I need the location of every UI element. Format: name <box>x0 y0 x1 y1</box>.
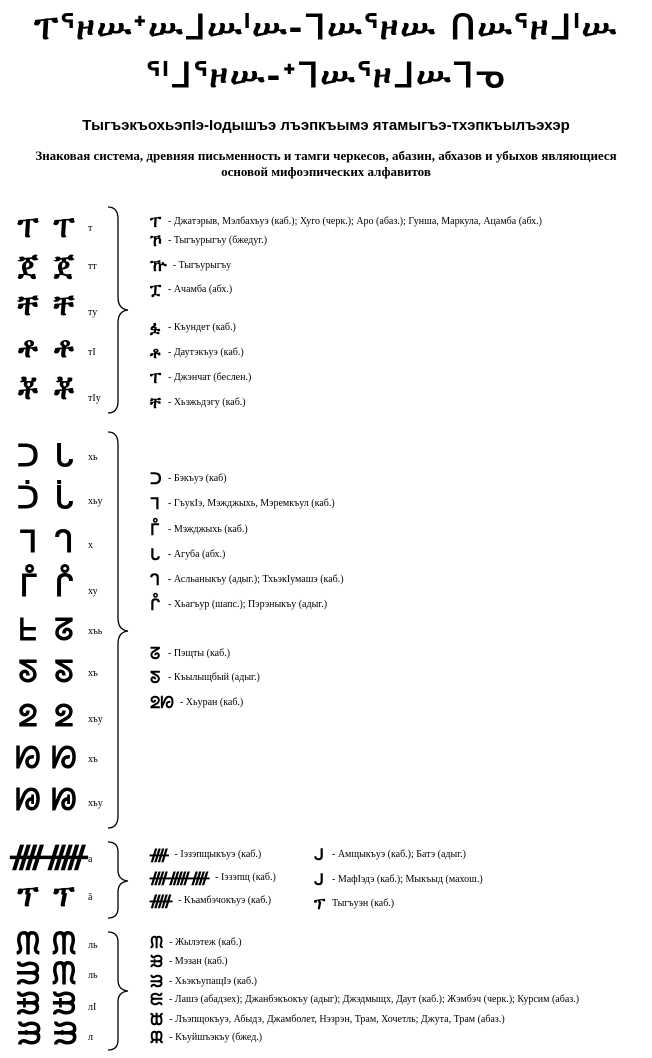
glyph-right: ᚏ <box>46 839 88 874</box>
translit-label: хъ <box>88 668 98 679</box>
tamga-icon: ᘖᘗ <box>150 693 174 712</box>
entry-text: - Бэкъуэ (каб) <box>168 473 227 484</box>
translit-label: ль <box>88 940 98 951</box>
tamga-entry <box>150 845 262 864</box>
tamga-icon: ኾ <box>150 231 162 250</box>
glyph-right: ቾ <box>54 372 74 407</box>
tamga-entry <box>150 231 268 250</box>
translit-label: тт <box>88 261 97 272</box>
glyph-left: ቸ <box>17 288 39 323</box>
tamga-entry <box>150 891 272 910</box>
curly-brace <box>104 840 132 920</box>
glyph-right: ቶ <box>54 330 74 365</box>
tamga-entry <box>314 894 395 913</box>
glyph-right: ቸ <box>53 288 75 323</box>
glyph-right: ፕ <box>53 879 75 914</box>
glyph-left: ᘕ <box>18 655 38 690</box>
tamga-icon: ቸ <box>150 393 161 412</box>
glyph-right: ᘗ <box>51 741 77 776</box>
tamga-icon: ᙓ <box>150 990 163 1009</box>
entry-text: - Даутэкъуэ (каб.) <box>168 347 244 358</box>
entry-text: - Iэзэпщ (каб.) <box>215 872 276 883</box>
glyph-left: ᙏ <box>15 927 41 962</box>
tamga-icon: ዅ <box>150 256 167 275</box>
glyph-left: ᒣ <box>18 525 38 560</box>
tamga-icon: ፏ <box>150 318 161 337</box>
section-a <box>0 840 652 920</box>
tamga-entry <box>150 494 335 513</box>
tamga-entry <box>150 1028 263 1047</box>
glyph-left: ቶ <box>18 330 38 365</box>
glyph-left: ᙑ <box>15 987 41 1022</box>
tamga-icon: ᚏ <box>150 891 173 910</box>
glyph-right: ᘔ <box>54 613 74 648</box>
tamga-icon: ᑐ <box>150 469 162 488</box>
tamga-icon: ᙑ <box>150 952 163 971</box>
tamga-icon: ᘕ <box>150 668 161 687</box>
tamga-entry <box>150 868 276 887</box>
glyph-right: ᒊ <box>54 569 74 604</box>
tamga-entry <box>150 570 344 589</box>
glyph-left: ፐ <box>17 210 39 245</box>
glyph-left: ᖶ <box>19 613 37 648</box>
entry-text: - Ачамба (абх.) <box>168 284 233 295</box>
translit-label: л <box>88 1032 93 1043</box>
entry-text: - ГъукIэ, Мэжджыхь, Мэремкъул (каб.) <box>168 498 335 509</box>
tamga-entry <box>150 343 244 362</box>
tamga-icon: ፕ <box>314 894 326 913</box>
entry-text: - Тыгъурыгъу (бжедуг.) <box>168 235 268 246</box>
entry-text: - Пэщты (каб.) <box>168 648 231 659</box>
translit-label: а <box>88 854 93 865</box>
translit-label: ху <box>88 586 98 597</box>
tamga-icon: ᚎᚏᚎ <box>150 868 210 887</box>
glyph-right: ᙏ <box>51 927 77 962</box>
entry-text: - Мэжджыхь (каб.) <box>168 524 248 535</box>
tamga-entry <box>150 520 248 539</box>
translit-label: тI <box>88 347 96 358</box>
tamga-entry <box>150 280 233 299</box>
tamga-entry <box>150 972 257 991</box>
glyph-left: ቾ <box>18 372 38 407</box>
translit-label: лI <box>88 1002 97 1013</box>
translit-label: хъ <box>88 754 98 765</box>
translit-label: ту <box>88 307 98 318</box>
entry-text: - Лашэ (абадзех); Джанбэкъокъу (адыг); Джэдмыщх, Даут (каб.); Жэмбэч (черк.); Курсим (абаз.) <box>168 994 580 1005</box>
entry-text: - Жылэтеж (каб.) <box>169 937 242 948</box>
translit-label: тIу <box>88 393 101 404</box>
curly-brace <box>104 205 132 415</box>
translit-label: хъь <box>88 626 103 637</box>
glyph-left: ፕ <box>17 879 39 914</box>
translit-label: ль <box>88 970 98 981</box>
entry-text: - Къамбэчокъуэ (каб.) <box>178 895 272 906</box>
tamga-entry <box>150 256 232 275</box>
tamga-entry <box>150 693 244 712</box>
translit-label: хь <box>88 452 98 463</box>
section-kh <box>0 430 652 830</box>
entry-text: - ХьэкъупащIэ (каб.) <box>168 976 257 987</box>
entry-text: - Iэзэпщыкъуэ (каб.) <box>174 849 262 860</box>
tamga-entry <box>150 318 236 337</box>
entry-text: - МафIэдэ (каб.); Мыкъыд (махош.) <box>332 874 483 885</box>
entry-text: - Тыгъурыгъу <box>172 260 232 271</box>
glyph-left: ᘗ <box>15 741 41 776</box>
glyph-right: ᙏ <box>51 957 77 992</box>
tamga-entry <box>150 212 542 231</box>
glyph-left: ᒤ <box>19 569 37 604</box>
glyph-right: ᙒ <box>53 1017 75 1052</box>
tamga-icon: ᙐ <box>150 972 163 991</box>
curly-brace <box>104 430 132 830</box>
tamga-entry <box>150 595 328 614</box>
entry-text: - Агуба (абх.) <box>168 549 226 560</box>
tamga-icon: ᘔ <box>150 644 161 663</box>
entry-text: - Амщыкъуэ (каб.); Батэ (адыг.) <box>332 849 467 860</box>
glyph-right: ጀ <box>53 248 75 283</box>
glyph-right: ᘘ <box>51 783 77 818</box>
header-glyph-line-1: ፐᕐዞሡᐩሡᒧሡᑊሡ-ᒣሡᕐዞሡ ᑎሡᕐዞᒧᑊሡ <box>34 8 618 48</box>
section-t <box>0 205 652 415</box>
tamga-icon: ᒤ <box>150 520 159 539</box>
entry-text: - Асльаныкъу (адыг.); ТхьэкIумашэ (каб.) <box>168 574 344 585</box>
tamga-entry <box>150 952 228 971</box>
tamga-entry <box>150 393 246 412</box>
glyph-left: ᘖ <box>18 699 38 734</box>
curly-brace <box>104 930 132 1052</box>
tamga-entry <box>150 368 252 387</box>
tamga-icon: ᚎ <box>150 845 169 864</box>
glyph-left: ᙒ <box>17 1017 39 1052</box>
tamga-icon: ᒣ <box>150 494 160 513</box>
glyph-left: ᑑ <box>17 481 39 516</box>
glyph-left: ᚎ <box>10 839 46 874</box>
glyph-left: ᑐ <box>17 439 39 474</box>
tamga-icon: ቶ <box>150 343 161 362</box>
glyph-right: ᙑ <box>51 987 77 1022</box>
tamga-entry <box>150 1010 505 1029</box>
entry-text: - Джэнчат (беслен.) <box>168 372 252 383</box>
translit-label: хъу <box>88 714 103 725</box>
tamga-icon: ᒉ <box>150 570 161 589</box>
translit-label: хьу <box>88 496 103 507</box>
tamga-icon: ፐ <box>150 368 162 387</box>
tamga-icon: ፐ <box>150 212 162 231</box>
tamga-entry <box>150 469 227 488</box>
entry-text: - Къундет (каб.) <box>168 322 236 333</box>
translit-label: х <box>88 540 93 551</box>
tamga-icon: ᒐ <box>150 545 161 564</box>
tamga-icon: ᙏ <box>150 933 164 952</box>
entry-text: - Къылыщбый (адыг.) <box>168 672 260 683</box>
header-glyph-line-2: ᕐᑊᒧᕐዞሡ-ᐩᒣሡᕐዞᒧሡᒣᓀ <box>145 56 507 96</box>
tamga-entry <box>150 668 260 687</box>
glyph-right: ᒑ <box>54 481 74 516</box>
tamga-entry <box>150 990 580 1009</box>
tamga-entry <box>150 545 226 564</box>
tamga-icon: ᒊ <box>150 595 161 614</box>
tamga-icon: ᒍ <box>314 870 325 889</box>
translit-label: т <box>88 223 93 234</box>
entry-text: - Лъэпщокъуэ, Абыдэ, Джамболет, Нэзрэн, Трам, Хочетль; Джута, Трам (абаз.) <box>169 1014 505 1025</box>
page-subtitle: Знаковая система, древняя письменность и тамги черкесов, абазин, абхазов и убыхов являющиеся основой мифоэпических алфавитов <box>35 148 617 179</box>
tamga-entry <box>150 933 242 952</box>
glyph-right: ᘖ <box>54 699 74 734</box>
tamga-entry <box>314 845 467 864</box>
entry-text: - Мэзан (каб.) <box>168 956 228 967</box>
entry-text: - Къуйшъэкъу (бжед.) <box>169 1032 263 1043</box>
glyph-right: ᘕ <box>54 655 74 690</box>
glyph-right: ᒉ <box>54 525 74 560</box>
entry-text: - Хьуран (каб.) <box>179 697 244 708</box>
glyph-left: ᘘ <box>15 783 41 818</box>
glyph-right: ᒐ <box>54 439 74 474</box>
entry-text: - Хьэжьдэгу (каб.) <box>168 397 246 408</box>
tamga-icon: ᙔ <box>150 1010 164 1029</box>
translit-label: хъу <box>88 798 103 809</box>
glyph-left: ጀ <box>17 248 39 283</box>
page-title: ТыгъэкъохьэпIэ-Iодышъэ лъэпкъымэ ятамыгъэ-тхэпкъылъэхэр <box>82 117 570 134</box>
tamga-icon: ᒍ <box>314 845 325 864</box>
section-l <box>0 927 652 1052</box>
glyph-left: ᙐ <box>15 957 41 992</box>
tamga-icon: ᙕ <box>150 1028 164 1047</box>
glyph-right: ፐ <box>53 210 75 245</box>
tamga-icon: ፗ <box>150 280 162 299</box>
tamga-entry <box>150 644 231 663</box>
tamga-entry <box>314 870 483 889</box>
entry-text: Тыгъуэн (каб.) <box>332 898 395 909</box>
translit-label: ā <box>88 892 93 903</box>
entry-text: - Хьагъур (шапс.); Пэрэныкъу (адыг.) <box>168 599 328 610</box>
entry-text: - Джатэрыв, Мэлбахъуэ (каб.); Хуго (черк.); Аро (абаз.); Гунша, Маркула, Ацамба (абх.) <box>168 216 542 227</box>
